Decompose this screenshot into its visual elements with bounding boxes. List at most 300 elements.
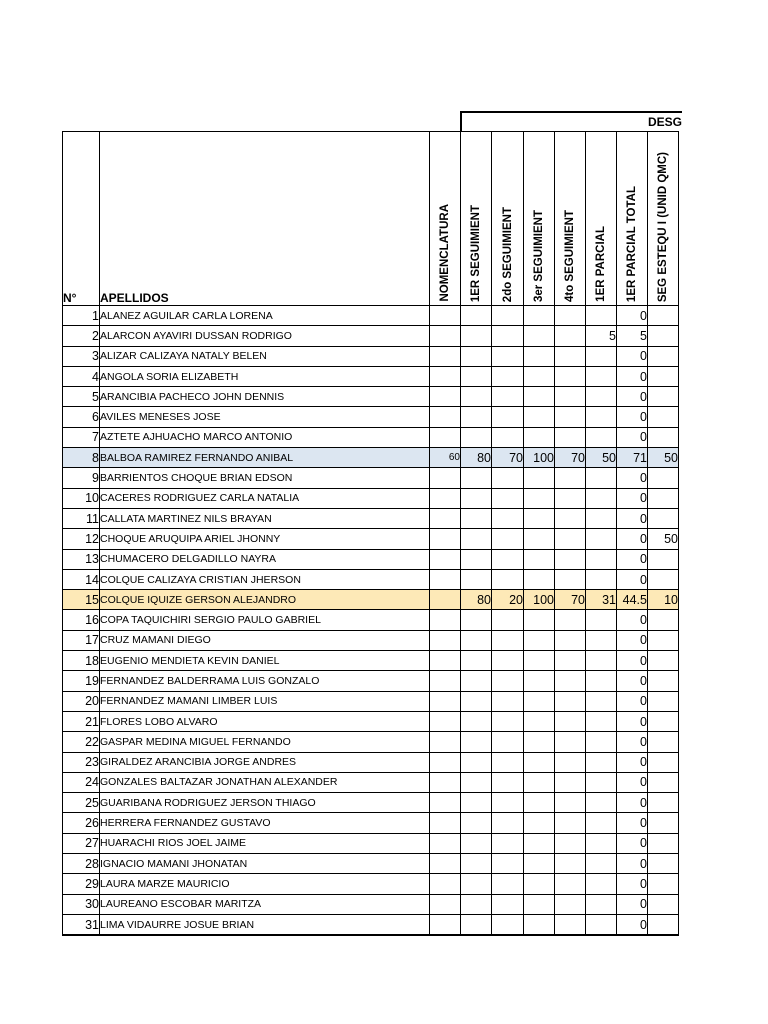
seguimiento-4-cell[interactable]	[555, 569, 586, 589]
row-number-cell[interactable]: 9	[63, 468, 100, 488]
seguimiento-3-cell[interactable]	[524, 407, 555, 427]
seguimiento-1-cell[interactable]	[461, 671, 492, 691]
parcial-1-cell[interactable]	[586, 874, 617, 894]
row-number-cell[interactable]: 28	[63, 854, 100, 874]
seguimiento-1-cell[interactable]	[461, 407, 492, 427]
seguimiento-3-cell[interactable]	[524, 387, 555, 407]
parcial-total-cell[interactable]: 0	[617, 914, 648, 935]
nomenclatura-cell[interactable]	[430, 346, 461, 366]
seguimiento-1-cell[interactable]	[461, 651, 492, 671]
seguimiento-3-cell[interactable]	[524, 346, 555, 366]
student-name-cell[interactable]: CHUMACERO DELGADILLO NAYRA	[100, 549, 430, 569]
seg-estequ-cell[interactable]	[648, 366, 679, 386]
seguimiento-4-cell[interactable]	[555, 833, 586, 853]
parcial-1-cell[interactable]	[586, 813, 617, 833]
seguimiento-2-cell[interactable]	[492, 387, 524, 407]
header-4to-seguimiento[interactable]	[555, 132, 586, 306]
seguimiento-1-cell[interactable]	[461, 508, 492, 528]
seguimiento-4-cell[interactable]	[555, 691, 586, 711]
parcial-total-cell[interactable]: 0	[617, 772, 648, 792]
seguimiento-1-cell[interactable]	[461, 569, 492, 589]
parcial-total-cell[interactable]: 71	[617, 448, 648, 468]
seguimiento-1-cell[interactable]: 80	[461, 448, 492, 468]
nomenclatura-cell[interactable]	[430, 610, 461, 630]
seguimiento-1-cell[interactable]	[461, 813, 492, 833]
student-name-cell[interactable]: GASPAR MEDINA MIGUEL FERNANDO	[100, 732, 430, 752]
seg-estequ-cell[interactable]	[648, 711, 679, 731]
seguimiento-3-cell[interactable]	[524, 671, 555, 691]
seg-estequ-cell[interactable]	[648, 387, 679, 407]
seguimiento-3-cell[interactable]	[524, 630, 555, 650]
student-name-cell[interactable]: GUARIBANA RODRIGUEZ JERSON THIAGO	[100, 793, 430, 813]
seguimiento-2-cell[interactable]: 70	[492, 448, 524, 468]
parcial-total-cell[interactable]: 0	[617, 894, 648, 914]
seguimiento-1-cell[interactable]	[461, 894, 492, 914]
seguimiento-3-cell[interactable]	[524, 326, 555, 346]
parcial-1-cell[interactable]	[586, 691, 617, 711]
seguimiento-2-cell[interactable]	[492, 711, 524, 731]
nomenclatura-cell[interactable]	[430, 691, 461, 711]
parcial-total-cell[interactable]: 0	[617, 854, 648, 874]
seg-estequ-cell[interactable]	[648, 488, 679, 508]
parcial-1-cell[interactable]	[586, 630, 617, 650]
nomenclatura-cell[interactable]	[430, 630, 461, 650]
nomenclatura-cell[interactable]	[430, 874, 461, 894]
header-3er-seguimiento[interactable]	[524, 132, 555, 306]
nomenclatura-cell[interactable]	[430, 488, 461, 508]
parcial-1-cell[interactable]	[586, 508, 617, 528]
row-number-cell[interactable]: 20	[63, 691, 100, 711]
seguimiento-2-cell[interactable]	[492, 549, 524, 569]
row-number-cell[interactable]: 21	[63, 711, 100, 731]
seguimiento-4-cell[interactable]	[555, 427, 586, 447]
nomenclatura-cell[interactable]	[430, 407, 461, 427]
seguimiento-1-cell[interactable]	[461, 488, 492, 508]
seg-estequ-cell[interactable]	[648, 306, 679, 326]
seguimiento-3-cell[interactable]	[524, 651, 555, 671]
parcial-1-cell[interactable]	[586, 549, 617, 569]
seguimiento-3-cell[interactable]	[524, 508, 555, 528]
parcial-1-cell[interactable]	[586, 366, 617, 386]
seguimiento-3-cell[interactable]	[524, 711, 555, 731]
seguimiento-1-cell[interactable]	[461, 610, 492, 630]
student-name-cell[interactable]: ARANCIBIA PACHECO JOHN DENNIS	[100, 387, 430, 407]
nomenclatura-cell[interactable]	[430, 732, 461, 752]
student-name-cell[interactable]: LIMA VIDAURRE JOSUE BRIAN	[100, 914, 430, 935]
seguimiento-3-cell[interactable]	[524, 752, 555, 772]
student-name-cell[interactable]: GONZALES BALTAZAR JONATHAN ALEXANDER	[100, 772, 430, 792]
seguimiento-3-cell[interactable]: 100	[524, 448, 555, 468]
parcial-1-cell[interactable]	[586, 894, 617, 914]
seguimiento-3-cell[interactable]	[524, 366, 555, 386]
seg-estequ-cell[interactable]	[648, 752, 679, 772]
seguimiento-4-cell[interactable]	[555, 387, 586, 407]
row-number-cell[interactable]: 11	[63, 508, 100, 528]
seguimiento-1-cell[interactable]	[461, 772, 492, 792]
seguimiento-2-cell[interactable]	[492, 772, 524, 792]
row-number-cell[interactable]: 8	[63, 448, 100, 468]
nomenclatura-cell[interactable]	[430, 569, 461, 589]
header-1er-parcial[interactable]	[586, 132, 617, 306]
seguimiento-1-cell[interactable]: 80	[461, 590, 492, 610]
student-name-cell[interactable]: AZTETE AJHUACHO MARCO ANTONIO	[100, 427, 430, 447]
seguimiento-2-cell[interactable]	[492, 874, 524, 894]
row-number-cell[interactable]: 7	[63, 427, 100, 447]
seguimiento-3-cell[interactable]	[524, 894, 555, 914]
nomenclatura-cell[interactable]: 60	[430, 448, 461, 468]
nomenclatura-cell[interactable]	[430, 914, 461, 935]
seg-estequ-cell[interactable]	[648, 914, 679, 935]
seg-estequ-cell[interactable]	[648, 468, 679, 488]
seguimiento-4-cell[interactable]	[555, 874, 586, 894]
seguimiento-1-cell[interactable]	[461, 630, 492, 650]
seguimiento-4-cell[interactable]: 70	[555, 590, 586, 610]
seguimiento-1-cell[interactable]	[461, 387, 492, 407]
seguimiento-4-cell[interactable]	[555, 306, 586, 326]
seguimiento-3-cell[interactable]	[524, 833, 555, 853]
nomenclatura-cell[interactable]	[430, 854, 461, 874]
row-number-cell[interactable]: 25	[63, 793, 100, 813]
seguimiento-4-cell[interactable]	[555, 854, 586, 874]
nomenclatura-cell[interactable]	[430, 711, 461, 731]
seg-estequ-cell[interactable]	[648, 630, 679, 650]
seguimiento-3-cell[interactable]	[524, 610, 555, 630]
seguimiento-2-cell[interactable]	[492, 610, 524, 630]
parcial-total-cell[interactable]: 0	[617, 793, 648, 813]
row-number-cell[interactable]: 5	[63, 387, 100, 407]
seguimiento-2-cell[interactable]	[492, 854, 524, 874]
parcial-1-cell[interactable]	[586, 529, 617, 549]
seguimiento-3-cell[interactable]	[524, 488, 555, 508]
parcial-total-cell[interactable]: 0	[617, 549, 648, 569]
nomenclatura-cell[interactable]	[430, 306, 461, 326]
nomenclatura-cell[interactable]	[430, 326, 461, 346]
seguimiento-1-cell[interactable]	[461, 691, 492, 711]
nomenclatura-cell[interactable]	[430, 590, 461, 610]
nomenclatura-cell[interactable]	[430, 387, 461, 407]
parcial-total-cell[interactable]: 44.5	[617, 590, 648, 610]
seguimiento-4-cell[interactable]	[555, 914, 586, 935]
seguimiento-3-cell[interactable]	[524, 569, 555, 589]
seg-estequ-cell[interactable]	[648, 854, 679, 874]
parcial-1-cell[interactable]	[586, 610, 617, 630]
seguimiento-4-cell[interactable]	[555, 549, 586, 569]
parcial-1-cell[interactable]	[586, 854, 617, 874]
seguimiento-1-cell[interactable]	[461, 366, 492, 386]
nomenclatura-cell[interactable]	[430, 813, 461, 833]
header-nomenclatura[interactable]	[430, 132, 461, 306]
student-name-cell[interactable]: FLORES LOBO ALVARO	[100, 711, 430, 731]
seg-estequ-cell[interactable]	[648, 610, 679, 630]
student-name-cell[interactable]: HERRERA FERNANDEZ GUSTAVO	[100, 813, 430, 833]
parcial-1-cell[interactable]	[586, 387, 617, 407]
seguimiento-2-cell[interactable]	[492, 488, 524, 508]
seguimiento-2-cell[interactable]	[492, 366, 524, 386]
seguimiento-1-cell[interactable]	[461, 833, 492, 853]
student-name-cell[interactable]: COPA TAQUICHIRI SERGIO PAULO GABRIEL	[100, 610, 430, 630]
student-name-cell[interactable]: ALANEZ AGUILAR CARLA LORENA	[100, 306, 430, 326]
parcial-1-cell[interactable]	[586, 427, 617, 447]
seguimiento-2-cell[interactable]: 20	[492, 590, 524, 610]
parcial-total-cell[interactable]: 0	[617, 874, 648, 894]
seguimiento-2-cell[interactable]	[492, 569, 524, 589]
seguimiento-2-cell[interactable]	[492, 813, 524, 833]
seguimiento-2-cell[interactable]	[492, 630, 524, 650]
parcial-total-cell[interactable]: 0	[617, 468, 648, 488]
seguimiento-2-cell[interactable]	[492, 691, 524, 711]
seg-estequ-cell[interactable]	[648, 508, 679, 528]
parcial-total-cell[interactable]: 0	[617, 366, 648, 386]
nomenclatura-cell[interactable]	[430, 468, 461, 488]
seguimiento-1-cell[interactable]	[461, 793, 492, 813]
seguimiento-4-cell[interactable]	[555, 813, 586, 833]
row-number-cell[interactable]: 26	[63, 813, 100, 833]
row-number-cell[interactable]: 2	[63, 326, 100, 346]
seg-estequ-cell[interactable]: 50	[648, 529, 679, 549]
seg-estequ-cell[interactable]: 10	[648, 590, 679, 610]
row-number-cell[interactable]: 3	[63, 346, 100, 366]
parcial-total-cell[interactable]: 0	[617, 671, 648, 691]
parcial-1-cell[interactable]	[586, 407, 617, 427]
student-name-cell[interactable]: LAURA MARZE MAURICIO	[100, 874, 430, 894]
seguimiento-3-cell[interactable]	[524, 306, 555, 326]
row-number-cell[interactable]: 16	[63, 610, 100, 630]
student-name-cell[interactable]: ALARCON AYAVIRI DUSSAN RODRIGO	[100, 326, 430, 346]
parcial-1-cell[interactable]	[586, 711, 617, 731]
seguimiento-1-cell[interactable]	[461, 427, 492, 447]
seg-estequ-cell[interactable]	[648, 874, 679, 894]
seg-estequ-cell[interactable]	[648, 569, 679, 589]
seguimiento-3-cell[interactable]: 100	[524, 590, 555, 610]
seg-estequ-cell[interactable]	[648, 671, 679, 691]
parcial-total-cell[interactable]: 0	[617, 306, 648, 326]
seguimiento-1-cell[interactable]	[461, 326, 492, 346]
nomenclatura-cell[interactable]	[430, 529, 461, 549]
row-number-cell[interactable]: 31	[63, 914, 100, 935]
row-number-cell[interactable]: 15	[63, 590, 100, 610]
parcial-1-cell[interactable]	[586, 914, 617, 935]
seguimiento-3-cell[interactable]	[524, 874, 555, 894]
seguimiento-3-cell[interactable]	[524, 549, 555, 569]
seguimiento-3-cell[interactable]	[524, 772, 555, 792]
parcial-total-cell[interactable]: 0	[617, 569, 648, 589]
seguimiento-1-cell[interactable]	[461, 854, 492, 874]
seguimiento-2-cell[interactable]	[492, 671, 524, 691]
header-1er-seguimiento[interactable]	[461, 132, 492, 306]
seguimiento-1-cell[interactable]	[461, 914, 492, 935]
header-apellidos[interactable]: APELLIDOS	[100, 132, 430, 306]
parcial-1-cell[interactable]	[586, 833, 617, 853]
seg-estequ-cell[interactable]	[648, 772, 679, 792]
parcial-1-cell[interactable]	[586, 468, 617, 488]
seguimiento-4-cell[interactable]: 70	[555, 448, 586, 468]
parcial-total-cell[interactable]: 0	[617, 833, 648, 853]
seguimiento-1-cell[interactable]	[461, 549, 492, 569]
seguimiento-4-cell[interactable]	[555, 488, 586, 508]
seguimiento-4-cell[interactable]	[555, 894, 586, 914]
row-number-cell[interactable]: 14	[63, 569, 100, 589]
student-name-cell[interactable]: COLQUE IQUIZE GERSON ALEJANDRO	[100, 590, 430, 610]
header-2do-seguimiento[interactable]	[492, 132, 524, 306]
row-number-cell[interactable]: 22	[63, 732, 100, 752]
header-num[interactable]: N°	[63, 132, 100, 306]
student-name-cell[interactable]: CACERES RODRIGUEZ CARLA NATALIA	[100, 488, 430, 508]
row-number-cell[interactable]: 17	[63, 630, 100, 650]
row-number-cell[interactable]: 24	[63, 772, 100, 792]
row-number-cell[interactable]: 4	[63, 366, 100, 386]
seguimiento-2-cell[interactable]	[492, 793, 524, 813]
header-1er-parcial-total[interactable]	[617, 132, 648, 306]
student-name-cell[interactable]: CHOQUE ARUQUIPA ARIEL JHONNY	[100, 529, 430, 549]
seguimiento-2-cell[interactable]	[492, 427, 524, 447]
parcial-1-cell[interactable]	[586, 772, 617, 792]
student-name-cell[interactable]: CRUZ MAMANI DIEGO	[100, 630, 430, 650]
seguimiento-4-cell[interactable]	[555, 610, 586, 630]
parcial-total-cell[interactable]: 0	[617, 529, 648, 549]
parcial-total-cell[interactable]: 0	[617, 508, 648, 528]
nomenclatura-cell[interactable]	[430, 508, 461, 528]
seguimiento-4-cell[interactable]	[555, 732, 586, 752]
seguimiento-3-cell[interactable]	[524, 529, 555, 549]
seguimiento-2-cell[interactable]	[492, 468, 524, 488]
parcial-total-cell[interactable]: 0	[617, 813, 648, 833]
seg-estequ-cell[interactable]	[648, 549, 679, 569]
nomenclatura-cell[interactable]	[430, 671, 461, 691]
seg-estequ-cell[interactable]	[648, 427, 679, 447]
seguimiento-4-cell[interactable]	[555, 651, 586, 671]
student-name-cell[interactable]: GIRALDEZ ARANCIBIA JORGE ANDRES	[100, 752, 430, 772]
parcial-total-cell[interactable]: 0	[617, 427, 648, 447]
row-number-cell[interactable]: 19	[63, 671, 100, 691]
row-number-cell[interactable]: 6	[63, 407, 100, 427]
seg-estequ-cell[interactable]	[648, 651, 679, 671]
student-name-cell[interactable]: FERNANDEZ BALDERRAMA LUIS GONZALO	[100, 671, 430, 691]
seguimiento-4-cell[interactable]	[555, 793, 586, 813]
parcial-total-cell[interactable]: 0	[617, 691, 648, 711]
parcial-total-cell[interactable]: 0	[617, 711, 648, 731]
parcial-total-cell[interactable]: 0	[617, 651, 648, 671]
parcial-1-cell[interactable]: 50	[586, 448, 617, 468]
seg-estequ-cell[interactable]	[648, 833, 679, 853]
seg-estequ-cell[interactable]	[648, 407, 679, 427]
parcial-1-cell[interactable]: 31	[586, 590, 617, 610]
seguimiento-4-cell[interactable]	[555, 407, 586, 427]
seguimiento-3-cell[interactable]	[524, 854, 555, 874]
seguimiento-4-cell[interactable]	[555, 711, 586, 731]
parcial-1-cell[interactable]	[586, 671, 617, 691]
student-name-cell[interactable]: AVILES MENESES JOSE	[100, 407, 430, 427]
seguimiento-3-cell[interactable]	[524, 813, 555, 833]
parcial-total-cell[interactable]: 0	[617, 752, 648, 772]
seguimiento-1-cell[interactable]	[461, 711, 492, 731]
seguimiento-4-cell[interactable]	[555, 529, 586, 549]
parcial-1-cell[interactable]	[586, 732, 617, 752]
parcial-total-cell[interactable]: 0	[617, 488, 648, 508]
parcial-total-cell[interactable]: 0	[617, 732, 648, 752]
seguimiento-2-cell[interactable]	[492, 306, 524, 326]
parcial-1-cell[interactable]	[586, 346, 617, 366]
parcial-1-cell[interactable]	[586, 306, 617, 326]
parcial-total-cell[interactable]: 0	[617, 387, 648, 407]
seguimiento-1-cell[interactable]	[461, 874, 492, 894]
seguimiento-2-cell[interactable]	[492, 326, 524, 346]
student-name-cell[interactable]: HUARACHI RIOS JOEL JAIME	[100, 833, 430, 853]
parcial-total-cell[interactable]: 5	[617, 326, 648, 346]
seguimiento-1-cell[interactable]	[461, 306, 492, 326]
parcial-1-cell[interactable]: 5	[586, 326, 617, 346]
row-number-cell[interactable]: 18	[63, 651, 100, 671]
row-number-cell[interactable]: 30	[63, 894, 100, 914]
header-seg-estequ[interactable]	[648, 132, 679, 306]
parcial-1-cell[interactable]	[586, 752, 617, 772]
parcial-total-cell[interactable]: 0	[617, 610, 648, 630]
seguimiento-2-cell[interactable]	[492, 833, 524, 853]
seguimiento-2-cell[interactable]	[492, 346, 524, 366]
student-name-cell[interactable]: COLQUE CALIZAYA CRISTIAN JHERSON	[100, 569, 430, 589]
nomenclatura-cell[interactable]	[430, 793, 461, 813]
row-number-cell[interactable]: 27	[63, 833, 100, 853]
student-name-cell[interactable]: ANGOLA SORIA ELIZABETH	[100, 366, 430, 386]
nomenclatura-cell[interactable]	[430, 772, 461, 792]
nomenclatura-cell[interactable]	[430, 366, 461, 386]
student-name-cell[interactable]: LAUREANO ESCOBAR MARITZA	[100, 894, 430, 914]
seguimiento-3-cell[interactable]	[524, 793, 555, 813]
seguimiento-4-cell[interactable]	[555, 346, 586, 366]
row-number-cell[interactable]: 1	[63, 306, 100, 326]
seguimiento-2-cell[interactable]	[492, 894, 524, 914]
row-number-cell[interactable]: 10	[63, 488, 100, 508]
seguimiento-2-cell[interactable]	[492, 407, 524, 427]
seguimiento-2-cell[interactable]	[492, 529, 524, 549]
nomenclatura-cell[interactable]	[430, 894, 461, 914]
row-number-cell[interactable]: 23	[63, 752, 100, 772]
seguimiento-3-cell[interactable]	[524, 732, 555, 752]
seguimiento-4-cell[interactable]	[555, 366, 586, 386]
seguimiento-4-cell[interactable]	[555, 468, 586, 488]
row-number-cell[interactable]: 12	[63, 529, 100, 549]
seguimiento-2-cell[interactable]	[492, 651, 524, 671]
nomenclatura-cell[interactable]	[430, 549, 461, 569]
seg-estequ-cell[interactable]	[648, 326, 679, 346]
parcial-1-cell[interactable]	[586, 569, 617, 589]
student-name-cell[interactable]: BARRIENTOS CHOQUE BRIAN EDSON	[100, 468, 430, 488]
seguimiento-1-cell[interactable]	[461, 732, 492, 752]
seguimiento-3-cell[interactable]	[524, 427, 555, 447]
student-name-cell[interactable]: ALIZAR CALIZAYA NATALY BELEN	[100, 346, 430, 366]
seguimiento-1-cell[interactable]	[461, 752, 492, 772]
parcial-1-cell[interactable]	[586, 488, 617, 508]
student-name-cell[interactable]: IGNACIO MAMANI JHONATAN	[100, 854, 430, 874]
seguimiento-4-cell[interactable]	[555, 671, 586, 691]
seg-estequ-cell[interactable]	[648, 813, 679, 833]
seg-estequ-cell[interactable]: 50	[648, 448, 679, 468]
seguimiento-3-cell[interactable]	[524, 691, 555, 711]
parcial-total-cell[interactable]: 0	[617, 346, 648, 366]
seguimiento-1-cell[interactable]	[461, 529, 492, 549]
seguimiento-1-cell[interactable]	[461, 346, 492, 366]
row-number-cell[interactable]: 29	[63, 874, 100, 894]
parcial-1-cell[interactable]	[586, 793, 617, 813]
seguimiento-4-cell[interactable]	[555, 772, 586, 792]
seguimiento-1-cell[interactable]	[461, 468, 492, 488]
seg-estequ-cell[interactable]	[648, 732, 679, 752]
seg-estequ-cell[interactable]	[648, 793, 679, 813]
student-name-cell[interactable]: FERNANDEZ MAMANI LIMBER LUIS	[100, 691, 430, 711]
parcial-1-cell[interactable]	[586, 651, 617, 671]
parcial-total-cell[interactable]: 0	[617, 407, 648, 427]
seguimiento-2-cell[interactable]	[492, 508, 524, 528]
seg-estequ-cell[interactable]	[648, 346, 679, 366]
